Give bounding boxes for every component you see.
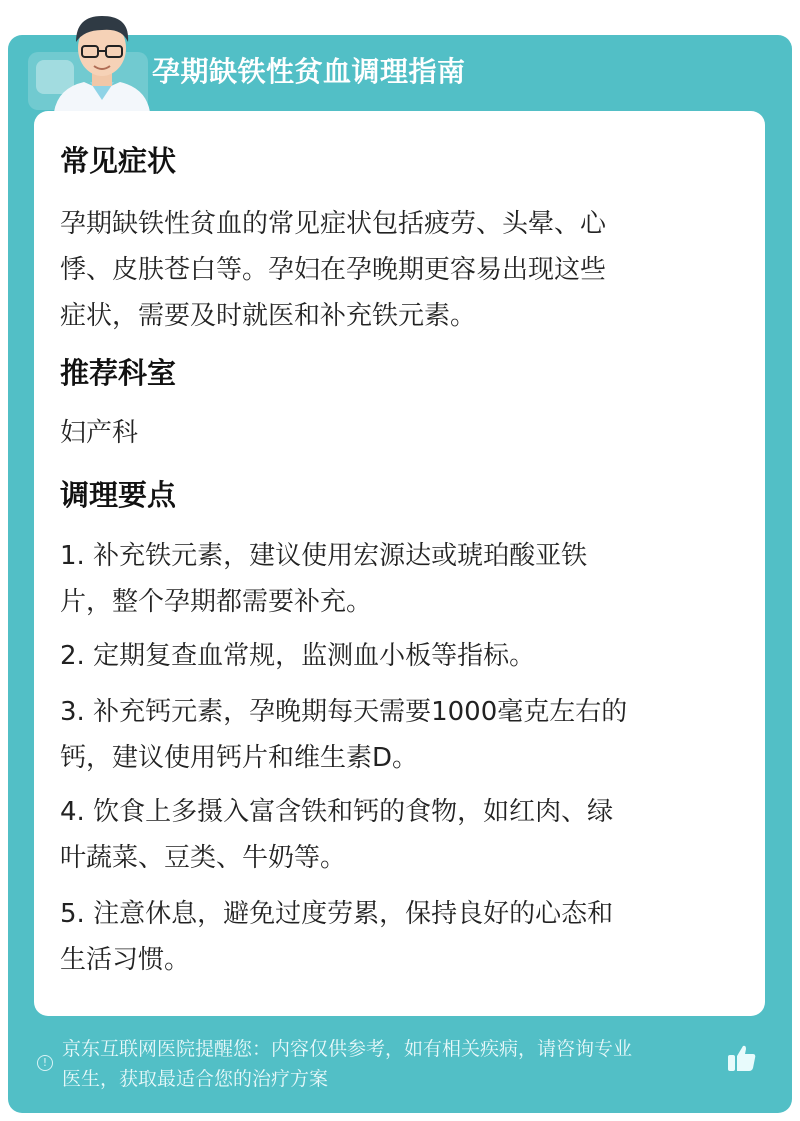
disclaimer bbox=[62, 1034, 727, 1094]
symptoms-line-3: 症状，需要及时就医和补充铁元素。 bbox=[60, 301, 477, 331]
info-icon: ! bbox=[37, 1055, 53, 1071]
symptoms-line-2: 悸、皮肤苍白等。孕妇在孕晚期更容易出现这些 bbox=[60, 255, 607, 285]
tip-5-line-1: 5. 注意休息，避免过度劳累，保持良好的心态和 bbox=[60, 899, 614, 929]
tip-3-line-2: 钙，建议使用钙片和维生素D。 bbox=[60, 743, 419, 773]
thumbs-up-icon[interactable] bbox=[726, 1042, 758, 1074]
symptoms-heading: 常见症状 bbox=[60, 144, 177, 178]
department-heading: 推荐科室 bbox=[60, 356, 177, 390]
tip-4-line-2: 叶蔬菜、豆类、牛奶等。 bbox=[60, 843, 347, 873]
department-value: 妇产科 bbox=[60, 418, 139, 448]
doctor-avatar bbox=[44, 8, 160, 112]
content-card bbox=[34, 111, 765, 1016]
tip-2-line-1: 2. 定期复查血常规，监测血小板等指标。 bbox=[60, 641, 536, 671]
tip-1-line-2: 片，整个孕期都需要补充。 bbox=[60, 587, 373, 617]
page-title: 孕期缺铁性贫血调理指南 bbox=[152, 55, 466, 88]
tip-1-line-1: 1. 补充铁元素，建议使用宏源达或琥珀酸亚铁 bbox=[60, 541, 588, 571]
tips-heading: 调理要点 bbox=[60, 478, 177, 512]
symptoms-line-1: 孕期缺铁性贫血的常见症状包括疲劳、头晕、心 bbox=[60, 209, 607, 239]
tip-3-line-1: 3. 补充钙元素，孕晚期每天需要1000毫克左右的 bbox=[60, 697, 628, 727]
disclaimer-line-2: 医生，获取最适合您的治疗方案 bbox=[62, 1068, 329, 1090]
tip-5-line-2: 生活习惯。 bbox=[60, 945, 191, 975]
disclaimer-line-1: 京东互联网医院提醒您：内容仅供参考，如有相关疾病，请咨询专业 bbox=[62, 1038, 633, 1060]
tip-4-line-1: 4. 饮食上多摄入富含铁和钙的食物，如红肉、绿 bbox=[60, 797, 614, 827]
